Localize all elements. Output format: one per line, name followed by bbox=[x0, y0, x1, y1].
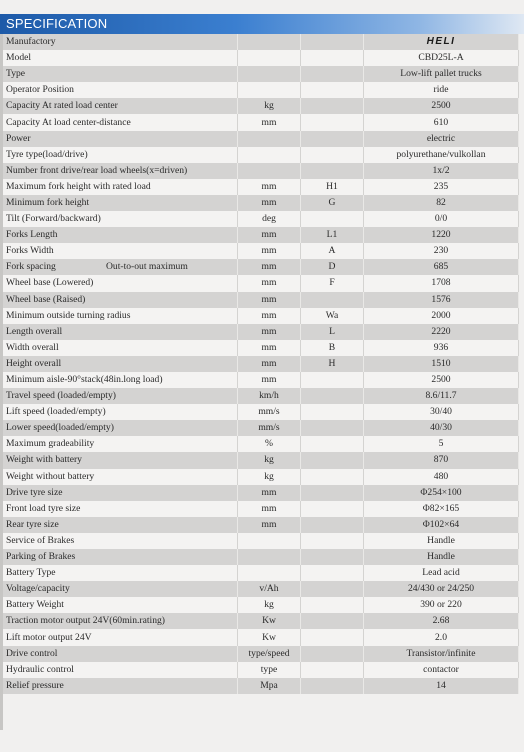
brand-logo: HELI bbox=[426, 36, 456, 48]
table-row bbox=[3, 613, 519, 629]
spec-unit: mm bbox=[238, 179, 301, 195]
spec-value: 1576 bbox=[364, 292, 519, 308]
spec-value: Φ254×100 bbox=[364, 485, 519, 501]
table-row bbox=[3, 356, 519, 372]
spec-label-cell: Capacity At load center-distance bbox=[3, 114, 238, 130]
spec-code bbox=[301, 662, 364, 678]
spec-code bbox=[301, 404, 364, 420]
spec-label-cell: Rear tyre size bbox=[3, 517, 238, 533]
spec-label-cell: Lower speed(loaded/empty) bbox=[3, 420, 238, 436]
spec-label-cell: Weight without battery bbox=[3, 469, 238, 485]
spec-code bbox=[301, 613, 364, 629]
spec-label-cell: Battery Weight bbox=[3, 597, 238, 613]
spec-code bbox=[301, 147, 364, 163]
table-row bbox=[3, 66, 519, 82]
spec-label-cell: Drive tyre size bbox=[3, 485, 238, 501]
table-row bbox=[3, 82, 519, 98]
spec-value bbox=[364, 34, 519, 50]
spec-code: D bbox=[301, 259, 364, 275]
spec-code bbox=[301, 82, 364, 98]
spec-code bbox=[301, 485, 364, 501]
table-row bbox=[3, 436, 519, 452]
spec-code: H1 bbox=[301, 179, 364, 195]
spec-label-cell: Power bbox=[3, 131, 238, 147]
spec-unit bbox=[238, 50, 301, 66]
spec-value: Transistor/infinite bbox=[364, 646, 519, 662]
spec-label-cell: Tilt (Forward/backward) bbox=[3, 211, 238, 227]
spec-label-cell: Minimum outside turning radius bbox=[3, 308, 238, 324]
table-row bbox=[3, 388, 519, 404]
table-row bbox=[3, 662, 519, 678]
spec-label-cell: Drive control bbox=[3, 646, 238, 662]
spec-unit: deg bbox=[238, 211, 301, 227]
spec-unit: mm bbox=[238, 356, 301, 372]
spec-unit bbox=[238, 533, 301, 549]
spec-code bbox=[301, 565, 364, 581]
table-row bbox=[3, 147, 519, 163]
spec-unit: Kw bbox=[238, 613, 301, 629]
spec-code bbox=[301, 34, 364, 50]
spec-unit: mm bbox=[238, 372, 301, 388]
spec-unit: mm bbox=[238, 501, 301, 517]
spec-value: 2.0 bbox=[364, 629, 519, 645]
spec-label-cell: Number front drive/rear load wheels(x=driven) bbox=[3, 163, 238, 179]
table-row bbox=[3, 292, 519, 308]
spec-label-cell: Parking of Brakes bbox=[3, 549, 238, 565]
spec-label-cell: Lift motor output 24V bbox=[3, 629, 238, 645]
spec-label-cell: Wheel base (Lowered) bbox=[3, 275, 238, 291]
spec-code bbox=[301, 436, 364, 452]
spec-label-cell: Weight with battery bbox=[3, 452, 238, 468]
table-row bbox=[3, 324, 519, 340]
spec-value: 235 bbox=[364, 179, 519, 195]
spec-label-cell: Wheel base (Raised) bbox=[3, 292, 238, 308]
spec-label-cell: Minimum aisle-90°stack(48in.long load) bbox=[3, 372, 238, 388]
spec-value: 230 bbox=[364, 243, 519, 259]
spec-label-cell: Hydraulic control bbox=[3, 662, 238, 678]
spec-code bbox=[301, 50, 364, 66]
spec-code bbox=[301, 629, 364, 645]
spec-code bbox=[301, 211, 364, 227]
spec-unit: kg bbox=[238, 469, 301, 485]
spec-value: Handle bbox=[364, 549, 519, 565]
spec-unit bbox=[238, 549, 301, 565]
spec-value: 870 bbox=[364, 452, 519, 468]
spec-code bbox=[301, 646, 364, 662]
spec-code bbox=[301, 452, 364, 468]
spec-value: 1x/2 bbox=[364, 163, 519, 179]
page-title: SPECIFICATION bbox=[6, 16, 108, 31]
spec-unit: v/Ah bbox=[238, 581, 301, 597]
spec-unit bbox=[238, 34, 301, 50]
spec-unit: mm bbox=[238, 227, 301, 243]
spec-label-cell: Service of Brakes bbox=[3, 533, 238, 549]
spec-unit: mm bbox=[238, 195, 301, 211]
spec-unit bbox=[238, 565, 301, 581]
spec-code: L bbox=[301, 324, 364, 340]
spec-value: 82 bbox=[364, 195, 519, 211]
spec-unit: kg bbox=[238, 597, 301, 613]
spec-value: Φ102×64 bbox=[364, 517, 519, 533]
spec-label-cell: Type bbox=[3, 66, 238, 82]
spec-value: 2.68 bbox=[364, 613, 519, 629]
spec-label: Fork spacing bbox=[6, 261, 56, 273]
table-row bbox=[3, 565, 519, 581]
table-row bbox=[3, 469, 519, 485]
spec-header-bar bbox=[0, 14, 524, 34]
spec-unit: mm bbox=[238, 517, 301, 533]
spec-unit bbox=[238, 147, 301, 163]
spec-value: Φ82×165 bbox=[364, 501, 519, 517]
spec-label-cell: Travel speed (loaded/empty) bbox=[3, 388, 238, 404]
spec-unit: mm bbox=[238, 243, 301, 259]
spec-value: 40/30 bbox=[364, 420, 519, 436]
spec-code: G bbox=[301, 195, 364, 211]
spec-label-cell: Voltage/capacity bbox=[3, 581, 238, 597]
spec-code: Wa bbox=[301, 308, 364, 324]
spec-value: 24/430 or 24/250 bbox=[364, 581, 519, 597]
spec-code bbox=[301, 292, 364, 308]
spec-label-cell: Minimum fork height bbox=[3, 195, 238, 211]
spec-value: ride bbox=[364, 82, 519, 98]
spec-label-cell: Battery Type bbox=[3, 565, 238, 581]
spec-label-cell: Forks Length bbox=[3, 227, 238, 243]
spec-label-cell: Length overall bbox=[3, 324, 238, 340]
spec-unit bbox=[238, 82, 301, 98]
spec-code bbox=[301, 597, 364, 613]
spec-value: 2500 bbox=[364, 372, 519, 388]
spec-value: 2500 bbox=[364, 98, 519, 114]
spec-value: 5 bbox=[364, 436, 519, 452]
spec-code: B bbox=[301, 340, 364, 356]
table-row bbox=[3, 404, 519, 420]
spec-unit: km/h bbox=[238, 388, 301, 404]
spec-label-cell: Forks Width bbox=[3, 243, 238, 259]
spec-unit bbox=[238, 163, 301, 179]
spec-unit: type/speed bbox=[238, 646, 301, 662]
spec-value: polyurethane/vulkollan bbox=[364, 147, 519, 163]
table-row bbox=[3, 485, 519, 501]
spec-unit: mm/s bbox=[238, 420, 301, 436]
spec-value: 480 bbox=[364, 469, 519, 485]
spec-code bbox=[301, 469, 364, 485]
table-row bbox=[3, 581, 519, 597]
spec-code: H bbox=[301, 356, 364, 372]
spec-label-cell: Width overall bbox=[3, 340, 238, 356]
spec-label-cell: Capacity At rated load center bbox=[3, 98, 238, 114]
spec-value: contactor bbox=[364, 662, 519, 678]
table-row bbox=[3, 533, 519, 549]
spec-value: Low-lift pallet trucks bbox=[364, 66, 519, 82]
spec-unit: type bbox=[238, 662, 301, 678]
spec-unit: mm bbox=[238, 485, 301, 501]
table-row bbox=[3, 275, 519, 291]
spec-label-cell: Tyre type(load/drive) bbox=[3, 147, 238, 163]
spec-code: F bbox=[301, 275, 364, 291]
table-row bbox=[3, 340, 519, 356]
table-row bbox=[3, 372, 519, 388]
spec-label-cell: Model bbox=[3, 50, 238, 66]
spec-code: L1 bbox=[301, 227, 364, 243]
table-row bbox=[3, 549, 519, 565]
spec-value: 610 bbox=[364, 114, 519, 130]
spec-code bbox=[301, 114, 364, 130]
spec-value: 390 or 220 bbox=[364, 597, 519, 613]
spec-table bbox=[3, 34, 519, 694]
spec-unit: mm bbox=[238, 259, 301, 275]
spec-label-cell: Lift speed (loaded/empty) bbox=[3, 404, 238, 420]
table-row bbox=[3, 452, 519, 468]
spec-value: 1220 bbox=[364, 227, 519, 243]
spec-code bbox=[301, 549, 364, 565]
table-row bbox=[3, 308, 519, 324]
spec-code bbox=[301, 420, 364, 436]
table-row bbox=[3, 629, 519, 645]
spec-unit: mm bbox=[238, 340, 301, 356]
spec-label-cell: Maximum fork height with rated load bbox=[3, 179, 238, 195]
spec-value: 30/40 bbox=[364, 404, 519, 420]
spec-value: 1708 bbox=[364, 275, 519, 291]
spec-unit: mm bbox=[238, 292, 301, 308]
table-row bbox=[3, 179, 519, 195]
table-row bbox=[3, 517, 519, 533]
spec-code bbox=[301, 388, 364, 404]
spec-code bbox=[301, 66, 364, 82]
spec-code: A bbox=[301, 243, 364, 259]
spec-unit bbox=[238, 66, 301, 82]
spec-value: 936 bbox=[364, 340, 519, 356]
spec-unit: Mpa bbox=[238, 678, 301, 694]
spec-unit: kg bbox=[238, 98, 301, 114]
spec-label-cell: Maximum gradeability bbox=[3, 436, 238, 452]
table-row bbox=[3, 646, 519, 662]
spec-label-note: Out-to-out maximum bbox=[106, 261, 188, 273]
spec-label-cell: Relief pressure bbox=[3, 678, 238, 694]
spec-value: 1510 bbox=[364, 356, 519, 372]
spec-code bbox=[301, 533, 364, 549]
spec-unit: mm bbox=[238, 275, 301, 291]
spec-unit: % bbox=[238, 436, 301, 452]
spec-label-cell: Front load tyre size bbox=[3, 501, 238, 517]
spec-code bbox=[301, 678, 364, 694]
spec-unit: mm bbox=[238, 114, 301, 130]
spec-value: CBD25L-A bbox=[364, 50, 519, 66]
spec-unit: Kw bbox=[238, 629, 301, 645]
spec-unit: mm bbox=[238, 308, 301, 324]
spec-value: 0/0 bbox=[364, 211, 519, 227]
table-row bbox=[3, 163, 519, 179]
table-row bbox=[3, 131, 519, 147]
table-row bbox=[3, 98, 519, 114]
table-row bbox=[3, 227, 519, 243]
spec-unit: kg bbox=[238, 452, 301, 468]
spec-label-cell: Manufactory bbox=[3, 34, 238, 50]
spec-unit: mm bbox=[238, 324, 301, 340]
table-row bbox=[3, 195, 519, 211]
table-row bbox=[3, 211, 519, 227]
spec-code bbox=[301, 581, 364, 597]
spec-value: electric bbox=[364, 131, 519, 147]
spec-label-cell bbox=[3, 259, 238, 275]
table-row bbox=[3, 34, 519, 50]
spec-label-cell: Operator Position bbox=[3, 82, 238, 98]
table-row bbox=[3, 420, 519, 436]
spec-code bbox=[301, 98, 364, 114]
spec-label-cell: Height overall bbox=[3, 356, 238, 372]
spec-value: Lead acid bbox=[364, 565, 519, 581]
table-row bbox=[3, 114, 519, 130]
spec-unit: mm/s bbox=[238, 404, 301, 420]
spec-value: 2000 bbox=[364, 308, 519, 324]
spec-code bbox=[301, 501, 364, 517]
spec-code bbox=[301, 131, 364, 147]
spec-unit bbox=[238, 131, 301, 147]
spec-code bbox=[301, 372, 364, 388]
table-row bbox=[3, 597, 519, 613]
spec-value: 8.6/11.7 bbox=[364, 388, 519, 404]
table-row bbox=[3, 678, 519, 694]
spec-value: 685 bbox=[364, 259, 519, 275]
spec-code bbox=[301, 517, 364, 533]
spec-value: 14 bbox=[364, 678, 519, 694]
table-row bbox=[3, 243, 519, 259]
spec-label-cell: Traction motor output 24V(60min.rating) bbox=[3, 613, 238, 629]
table-row bbox=[3, 259, 519, 275]
spec-value: 2220 bbox=[364, 324, 519, 340]
spec-code bbox=[301, 163, 364, 179]
spec-value: Handle bbox=[364, 533, 519, 549]
table-row bbox=[3, 501, 519, 517]
table-row bbox=[3, 50, 519, 66]
